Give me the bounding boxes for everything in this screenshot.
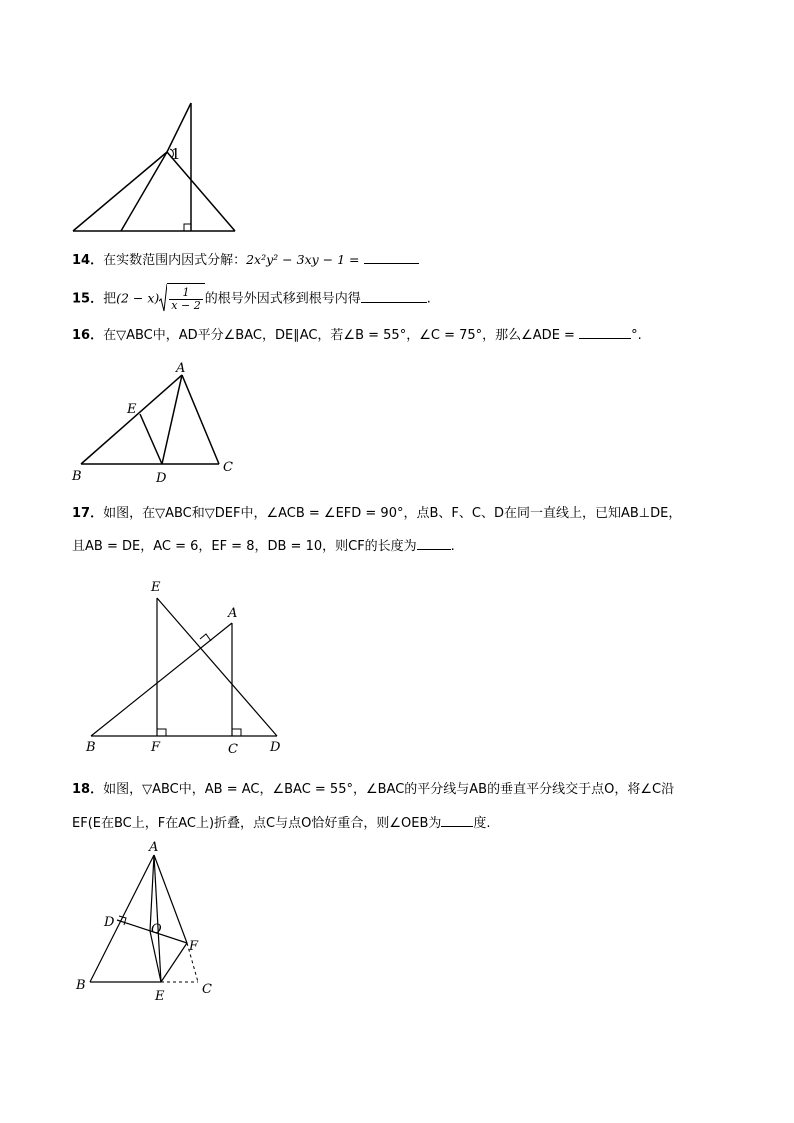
- question-number: 18．: [72, 782, 104, 797]
- fig16-segment-de: [140, 414, 162, 464]
- answer-blank[interactable]: [417, 535, 451, 550]
- question-number: 16．: [72, 328, 104, 343]
- fig18-label-d: D: [104, 915, 115, 930]
- fig16-segment-ad: [162, 375, 182, 464]
- fig13-right-side: [167, 152, 235, 231]
- fraction: [169, 287, 202, 312]
- question-14: [72, 249, 419, 271]
- fig17-label-e: E: [151, 580, 161, 595]
- question-end: 度.: [473, 816, 491, 831]
- fig13-right-angle-mark: [184, 224, 191, 231]
- fig16-label-e: E: [127, 402, 137, 417]
- fig18-label-b: B: [76, 978, 86, 993]
- fig17-label-b: B: [86, 740, 96, 755]
- fig17-right-angle-ab-de: [200, 634, 211, 641]
- fig16-label-c: C: [223, 460, 233, 475]
- fig18-fold-line-ef: [161, 943, 187, 982]
- fig18-label-c: C: [202, 982, 212, 997]
- fig17-segment-ed: [157, 598, 277, 736]
- fig18-label-f: F: [189, 939, 199, 954]
- answer-blank[interactable]: [579, 324, 631, 339]
- fig18-label-a: A: [149, 840, 159, 855]
- fig17-label-f: F: [151, 740, 161, 755]
- outside-factor: (2 − x): [116, 290, 160, 306]
- fig16-label-a: A: [176, 361, 186, 376]
- fig18-angle-bisector: [150, 855, 154, 931]
- figure-16-triangle: [65, 355, 245, 490]
- question-line-2: 且AB = DE，AC = 6，EF = 8，DB = 10，则CF的长度为: [72, 539, 417, 554]
- question-text: 在实数范围内因式分解：: [103, 253, 247, 268]
- question-18-cont: [72, 812, 491, 834]
- answer-blank[interactable]: [441, 812, 473, 827]
- question-end: .: [426, 291, 431, 307]
- question-16: [72, 324, 642, 346]
- question-number: 14．: [72, 253, 104, 268]
- fraction-numerator: 1: [169, 287, 202, 300]
- fig18-label-e: E: [155, 989, 165, 1004]
- question-end: .: [450, 539, 455, 554]
- question-15: [72, 283, 431, 315]
- fig13-left-side: [73, 152, 167, 231]
- question-line-1: 如图，在▽ABC和▽DEF中，∠ACB = ∠EFD = 90°，点B、F、C、D在同一直线上，已知AB⊥DE，: [103, 506, 682, 521]
- fig17-right-angle-f: [157, 729, 166, 736]
- fig16-label-d: D: [156, 471, 167, 486]
- fig16-label-b: B: [72, 469, 82, 484]
- question-number: 15．: [72, 291, 104, 307]
- fig17-label-d: D: [270, 740, 281, 755]
- question-17: [72, 504, 681, 524]
- question-prefix: 把: [103, 291, 117, 307]
- question-line-1: 如图，▽ABC中，AB = AC，∠BAC = 55°，∠BAC的平分线与AB的垂直平分线交于点O，将∠C沿: [103, 782, 675, 797]
- question-17-cont: [72, 535, 455, 557]
- figure-18-fold: [70, 835, 220, 1005]
- question-text: 在▽ABC中，AD平分∠BAC，DE∥AC，若∠B = 55°，∠C = 75°，那么∠ADE =: [103, 328, 575, 343]
- question-18: [72, 780, 674, 800]
- figure-17-triangles: [80, 570, 290, 760]
- fig17-label-c: C: [228, 742, 238, 757]
- answer-blank[interactable]: [361, 288, 427, 303]
- sqrt-expression: [159, 283, 204, 315]
- fig13-inner-left: [121, 152, 167, 231]
- radical-sign: [159, 283, 167, 313]
- question-line-2: EF(E在BC上，F在AC上)折叠，点C与点O恰好重合，则∠OEB为: [72, 816, 442, 831]
- fig17-label-a: A: [228, 606, 238, 621]
- fraction-denominator: x − 2: [171, 299, 201, 312]
- fig17-right-angle-c: [232, 729, 241, 736]
- figure-13-triangles: [60, 95, 250, 240]
- answer-blank[interactable]: [364, 249, 419, 264]
- question-number: 17．: [72, 506, 104, 521]
- fig18-label-o: O: [151, 922, 162, 937]
- expression: 2x²y² − 3xy − 1 =: [246, 252, 360, 267]
- fig18-side-ab: [90, 855, 154, 982]
- question-suffix: 的根号外因式移到根号内得: [204, 291, 361, 307]
- fig16-side-ba: [81, 375, 182, 464]
- fig13-angle-label: 1: [171, 145, 181, 163]
- question-end: °.: [631, 328, 642, 343]
- fig16-side-ac: [182, 375, 219, 464]
